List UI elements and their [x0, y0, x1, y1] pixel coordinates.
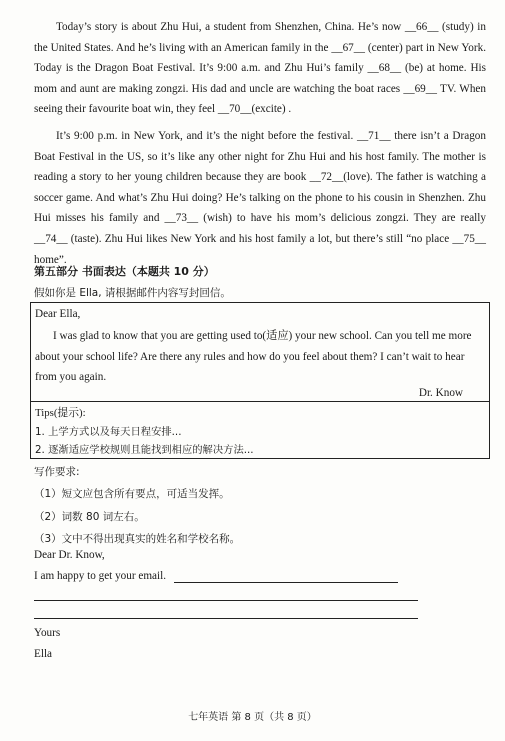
- tips-box: [30, 401, 490, 459]
- answer-opening: I am happy to get your email.: [34, 570, 167, 582]
- requirements-title: 写作要求:: [34, 466, 80, 478]
- passage-paragraph-1: Today’s story is about Zhu Hui, a student from Shenzhen, China. He’s now __66__ (study) in the United States. And he’s living with an American family in the __67__ (center) part in New York. Today is the Dragon Boat Festival. It’s 9:00 a.m. and Zhu Hui’s family __68__ (be) at home. His mom and aunt are making zongzi. His dad and uncle are watching the boat races __69__ TV. When seeing their favourite boat win, they feel __70__(excite) .: [34, 21, 486, 116]
- requirement-3: （3）文中不得出现真实的姓名和学校名称。: [34, 533, 241, 545]
- requirement-2: （2）词数 80 词左右。: [34, 511, 145, 523]
- answer-closing: Yours: [34, 627, 61, 639]
- answer-greeting: Dear Dr. Know,: [34, 549, 105, 561]
- letter-line-1: I was glad to know that you are getting used to(适应) your new school. Can you tell me more: [53, 330, 472, 342]
- tips-item-1: 1. 上学方式以及每天日程安排...: [35, 426, 182, 438]
- letter-greeting: Dear Ella,: [35, 308, 81, 320]
- page-footer: 七年英语 第 8 页（共 8 页）: [188, 712, 317, 723]
- answer-line-1[interactable]: [34, 600, 418, 601]
- letter-signature: Dr. Know: [418, 387, 463, 399]
- writing-instruction: 假如你是 Ella, 请根据邮件内容写封回信。: [34, 287, 231, 299]
- tips-item-2: 2. 逐渐适应学校规则且能找到相应的解决方法...: [35, 444, 254, 456]
- section-title: 第五部分 书面表达（本题共 10 分）: [34, 265, 215, 278]
- answer-line-0[interactable]: [174, 582, 398, 583]
- answer-name: Ella: [34, 648, 53, 660]
- letter-line-2: about your school life? Are there any rules and how do you feel about them? I can’t wait to hear: [35, 351, 465, 363]
- letter-line-3: from you again.: [35, 371, 107, 383]
- tips-title: Tips(提示):: [35, 407, 86, 419]
- letter-box: [30, 302, 490, 402]
- answer-line-2[interactable]: [34, 618, 418, 619]
- requirement-1: （1）短文应包含所有要点，可适当发挥。: [34, 488, 230, 500]
- passage-paragraph-2: It’s 9:00 p.m. in New York, and it’s the night before the festival. __71__ there isn’t a Dragon Boat Festival in the US, so it’s like any other night for Zhu Hui and his host family. The mother is reading a story to her young children because they are book __72__(love). The father is watching a soccer game. And what’s Zhu Hui doing? He’s talking on the phone to his cousin in Shenzhen. Zhu Hui misses his family and __73__ (wish) to have his mom’s delicious zongzi. They are really __74__ (taste). Zhu Hui likes New York and his host family a lot, but there’s still “no place __75__ home”.: [34, 130, 486, 266]
